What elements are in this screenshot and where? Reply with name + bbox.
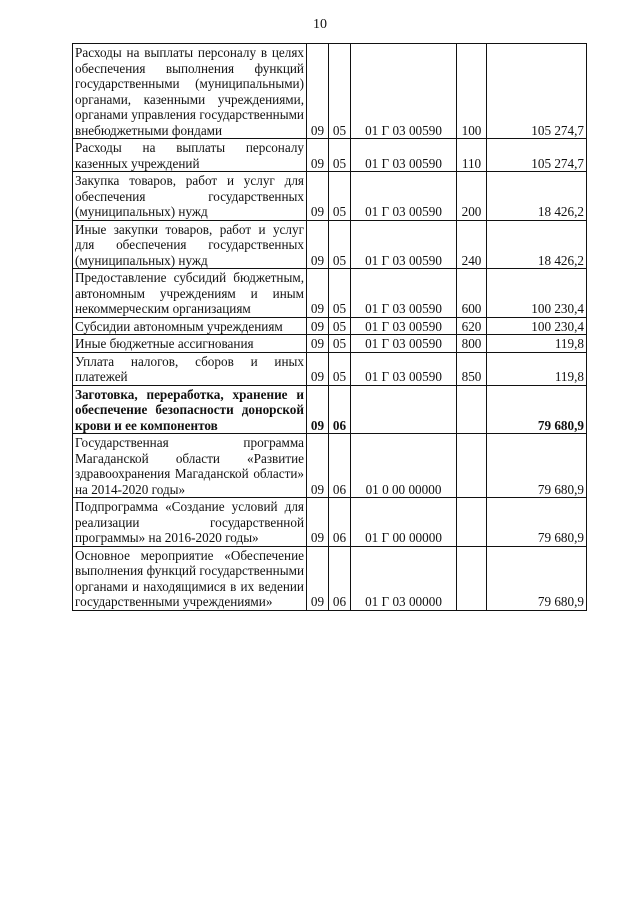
row-sum: 79 680,9 [487,385,587,434]
row-razdel: 09 [307,352,329,385]
page-number: 10 [313,17,327,32]
row-target-article: 01 Г 03 00590 [351,139,457,172]
row-podrazdel: 05 [329,220,351,269]
row-target-article: 01 Г 03 00000 [351,546,457,610]
row-razdel: 09 [307,269,329,318]
row-sum: 119,8 [487,352,587,385]
row-sum: 79 680,9 [487,546,587,610]
table-row [73,139,587,172]
table-row [73,434,587,498]
row-target-article: 01 Г 03 00590 [351,44,457,139]
row-target-article: 01 Г 03 00590 [351,269,457,318]
row-expense-type: 200 [457,172,487,221]
row-podrazdel: 06 [329,498,351,547]
table-row [73,172,587,221]
row-sum: 18 426,2 [487,172,587,221]
row-sum: 100 230,4 [487,317,587,335]
row-razdel: 09 [307,385,329,434]
row-razdel: 09 [307,498,329,547]
row-podrazdel: 05 [329,269,351,318]
row-sum: 119,8 [487,335,587,353]
row-expense-type [457,434,487,498]
row-expense-type: 600 [457,269,487,318]
row-description: Субсидии автономным учреждениям [73,317,307,335]
row-razdel: 09 [307,220,329,269]
table-row [73,352,587,385]
row-razdel: 09 [307,172,329,221]
row-podrazdel: 05 [329,139,351,172]
row-podrazdel: 05 [329,172,351,221]
table-row [73,498,587,547]
row-description: Иные закупки товаров, работ и услуг для обеспечения государственных (муниципальных) нужд [73,220,307,269]
row-sum: 79 680,9 [487,498,587,547]
row-razdel: 09 [307,434,329,498]
table-row [73,44,587,139]
row-description: Уплата налогов, сборов и иных платежей [73,352,307,385]
table-row [73,385,587,434]
row-sum: 18 426,2 [487,220,587,269]
row-description: Предоставление субсидий бюджетным, автономным учреждениям и иным некоммерческим организациям [73,269,307,318]
row-expense-type: 240 [457,220,487,269]
table-row [73,317,587,335]
row-target-article: 01 0 00 00000 [351,434,457,498]
row-target-article: 01 Г 03 00590 [351,335,457,353]
row-podrazdel: 05 [329,335,351,353]
row-expense-type [457,546,487,610]
row-description: Основное мероприятие «Обеспечение выполнения функций государственными органами и находящимися в их ведении государственными учреждениями» [73,546,307,610]
row-expense-type: 850 [457,352,487,385]
row-podrazdel: 05 [329,44,351,139]
row-target-article: 01 Г 03 00590 [351,317,457,335]
row-description: Иные бюджетные ассигнования [73,335,307,353]
row-sum: 105 274,7 [487,139,587,172]
row-podrazdel: 06 [329,546,351,610]
row-target-article: 01 Г 00 00000 [351,498,457,547]
row-podrazdel: 05 [329,352,351,385]
row-expense-type: 110 [457,139,487,172]
row-razdel: 09 [307,139,329,172]
row-description: Расходы на выплаты персоналу казенных учреждений [73,139,307,172]
row-expense-type: 620 [457,317,487,335]
row-target-article [351,385,457,434]
row-target-article: 01 Г 03 00590 [351,352,457,385]
row-description: Расходы на выплаты персоналу в целях обеспечения выполнения функций государственными (муниципальными) органами, казенными учреждениями, органами управления государственными внебюджетными фондами [73,44,307,139]
row-sum: 100 230,4 [487,269,587,318]
row-podrazdel: 06 [329,434,351,498]
table-row [73,269,587,318]
row-target-article: 01 Г 03 00590 [351,220,457,269]
table-row [73,220,587,269]
table-row [73,335,587,353]
row-expense-type: 100 [457,44,487,139]
row-description: Подпрограмма «Создание условий для реализации государственной программы» на 2016-2020 годы» [73,498,307,547]
row-razdel: 09 [307,546,329,610]
row-description: Закупка товаров, работ и услуг для обеспечения государственных (муниципальных) нужд [73,172,307,221]
row-description: Заготовка, переработка, хранение и обеспечение безопасности донорской крови и ее компонентов [73,385,307,434]
row-sum: 105 274,7 [487,44,587,139]
row-expense-type: 800 [457,335,487,353]
budget-table-body [73,44,587,611]
row-sum: 79 680,9 [487,434,587,498]
table-row [73,546,587,610]
row-expense-type [457,385,487,434]
row-razdel: 09 [307,317,329,335]
row-expense-type [457,498,487,547]
row-description: Государственная программа Магаданской области «Развитие здравоохранения Магаданской области» на 2014-2020 годы» [73,434,307,498]
budget-table [72,43,587,611]
row-podrazdel: 05 [329,317,351,335]
row-razdel: 09 [307,335,329,353]
row-target-article: 01 Г 03 00590 [351,172,457,221]
row-podrazdel: 06 [329,385,351,434]
row-razdel: 09 [307,44,329,139]
